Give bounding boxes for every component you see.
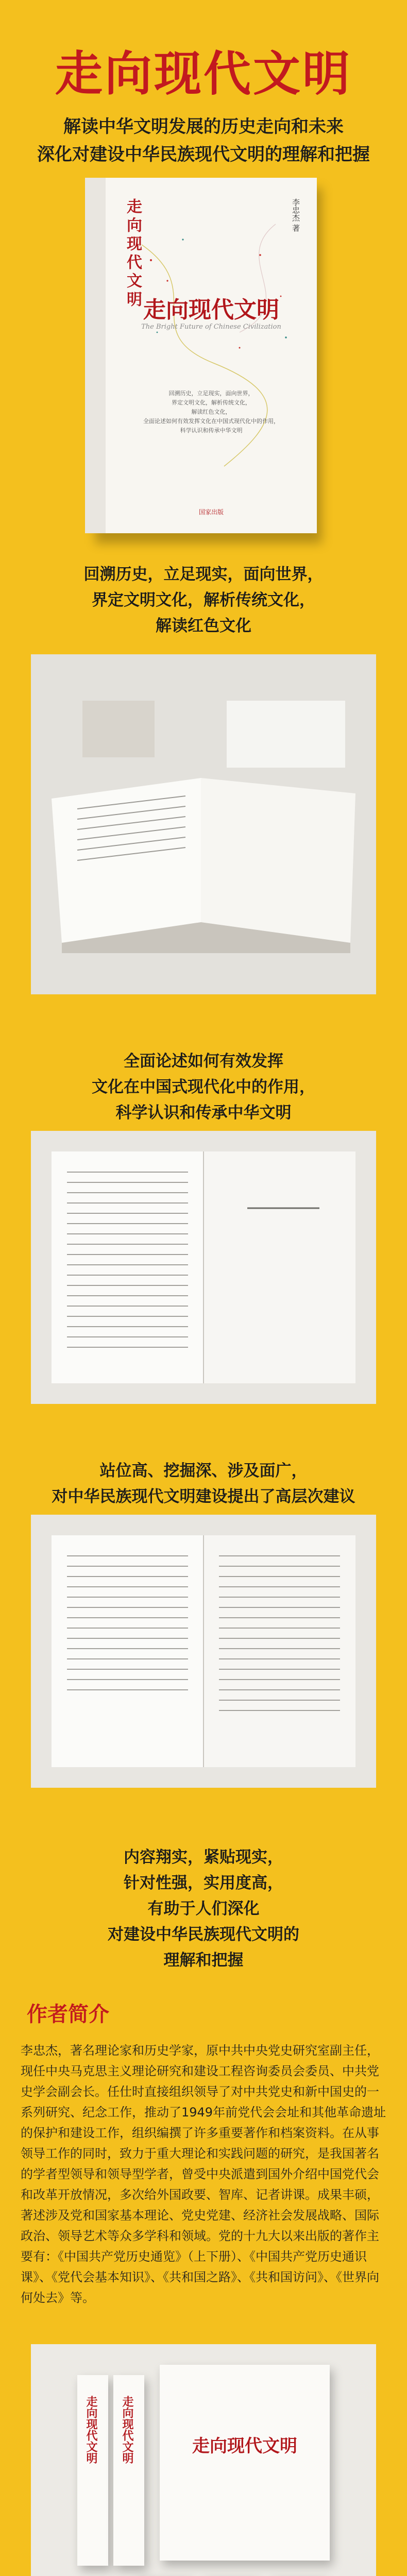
feature-caption-1: [0, 562, 407, 639]
cover-subtitle-en: The Bright Future of Chinese Civilization: [141, 323, 281, 331]
book-page-right: [201, 778, 355, 943]
caption-line: 解读红色文化: [156, 617, 251, 635]
cover-main-title: 走向现代文明: [143, 297, 279, 323]
cover-author: 李忠杰 著: [291, 198, 300, 232]
author-bio: 李忠杰，著名理论家和历史学家，原中共中央党史研究室副主任，现任中央马克思主义理论研究和建设工程咨询委员会委员、中共党史学会副会长。任仕时直接组织领导了对中共党史和新中国史的一系列研究、纪念工作，推动了1949年前党代会会址和其他革命遗址的保护和建设工作，组织编撰了许多重要著作和档案资料。在从事领导工作的同时，致力于重大理论和实践问题的研究，是我国著名的学者型领导和领导型学者，曾受中央派遣到国外介绍中国党代会和改革开放情况，多次给外国政要、智库、记者讲课。成果丰硕，著述涉及党和国家基本理论、党史党建、经济社会发展战略、国际政治、领导艺术等众多学科和领域。党的十九大以来出版的著作主要有：《中国共产党历史通览》（上下册）、《中国共产党历史通识课》、《党代会基本知识》、《共和国之路》、《共和国访问》、《世界向何处去》等。: [21, 2043, 386, 2305]
photo-decor-cup: [82, 701, 155, 757]
book-spine: [85, 178, 106, 533]
open-book-photo-3: [31, 1515, 376, 1788]
book-cover-hero: [85, 178, 317, 538]
caption-line: 科学认识和传承中华文明: [115, 1104, 292, 1122]
caption-line: 内容翔实，紧贴现实，: [124, 1848, 283, 1867]
caption-line: 回溯历史，立足现实，面向世界，: [83, 565, 324, 584]
book-page-left: [52, 1535, 204, 1767]
caption-line: 界定文明文化，解析传统文化，: [92, 591, 315, 609]
standing-book: [160, 2365, 330, 2561]
book-page-left: [52, 1151, 204, 1383]
cover-blurb-line: 全面论述如何有效发挥文化在中国式现代化中的作用，: [143, 418, 279, 425]
cover-publisher: 国家出版: [198, 509, 224, 516]
feature-caption-3: [0, 1458, 407, 1510]
caption-line: 有助于人们深化: [147, 1900, 260, 1918]
cover-vertical-title: 走向现代文明: [124, 198, 142, 310]
page-title: 走向现代文明: [55, 46, 352, 101]
cover-blurb-line: 回溯历史，立足现实，面向世界，: [168, 390, 254, 397]
feature-caption-4: [0, 1844, 407, 1973]
caption-line: 对建设中华民族现代文明的: [108, 1925, 299, 1944]
book-front: [106, 178, 317, 533]
spine-title: 走向现代文明: [121, 2396, 134, 2464]
feature-caption-2: [0, 1048, 407, 1126]
book-spine-2: [113, 2375, 144, 2566]
book-page-right: [204, 1151, 355, 1383]
cover-blurb: [126, 389, 296, 435]
caption-line: 对中华民族现代文明建设提出了高层次建议: [52, 1487, 355, 1506]
cover-blurb-line: 解读红色文化，: [191, 409, 231, 415]
caption-line: 理解和把握: [163, 1951, 244, 1970]
cover-blurb-line: 界定文明文化，解析传统文化，: [172, 399, 251, 406]
caption-line: 文化在中国式现代化中的作用，: [92, 1078, 315, 1096]
subtitle-line-1: 解读中华文明发展的历史走向和未来: [63, 116, 344, 137]
spine-title: 走向现代文明: [84, 2396, 98, 2464]
author-section-title: 作者简介: [27, 2003, 109, 2026]
subtitle-line-2: 深化对建设中华民族现代文明的理解和把握: [37, 144, 370, 165]
book-spine-1: [77, 2375, 108, 2566]
caption-line: 针对性强，实用度高，: [124, 1874, 283, 1892]
photo-decor-box: [227, 701, 345, 768]
cover-blurb-line: 科学认识和传承中华文明: [180, 427, 243, 434]
open-book-illustration: [31, 1131, 376, 1404]
open-book-photo-1: [31, 654, 376, 994]
open-book-illustration: [31, 654, 376, 994]
caption-line: 站位高、挖掘深、涉及面广，: [99, 1462, 308, 1480]
book-page-right: [204, 1535, 355, 1767]
open-book-photo-2: [31, 1131, 376, 1404]
caption-line: 全面论述如何有效发挥: [124, 1052, 283, 1071]
standing-book-title: 走向现代文明: [192, 2436, 297, 2456]
books-display-photo: [31, 2344, 376, 2576]
open-book-illustration: [31, 1515, 376, 1788]
